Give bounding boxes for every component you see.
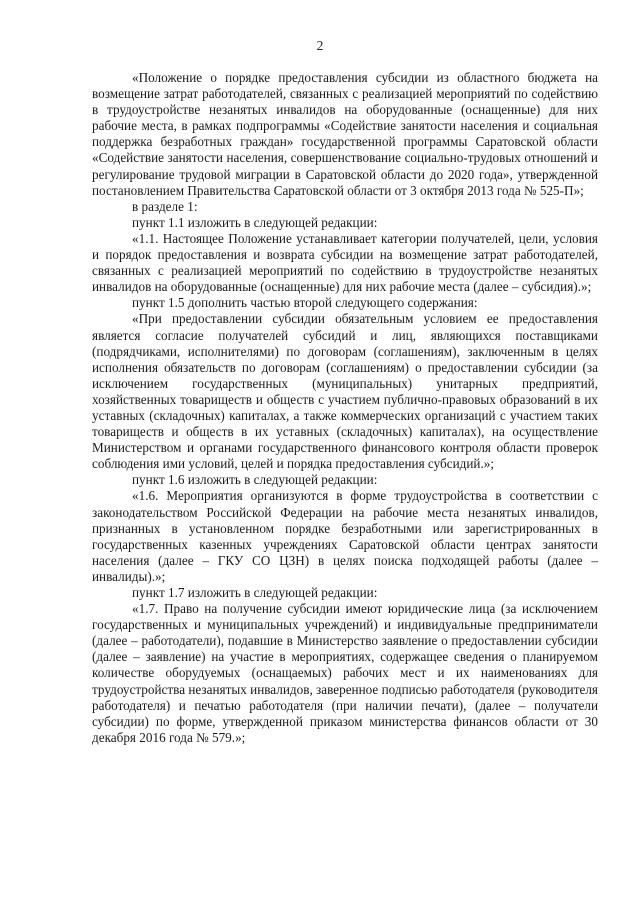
paragraph-item-1-1-text: «1.1. Настоящее Положение устанавливает категории получателей, цели, условия и порядок предоставления и возврата субсидии на возмещение затрат работодателей, связанных с реализацией мероприятий по содействию в трудоустройстве незанятых инвалидов на оборудованные (оснащенные) для них рабочие места (далее – субсидия).»; [92,230,598,295]
document-body [92,70,598,746]
paragraph-regulation-title: «Положение о порядке предоставления субсидии из областного бюджета на возмещение затрат работодателей, связанных с реализацией мероприятий по содействию в трудоустройстве незанятых инвалидов на оборудованные (оснащенные) для них рабочие места, в рамках подпрограммы «Содействие занятости населения и социальная поддержка безработных граждан» государственной программы Саратовской области «Содействие занятости населения, совершенствование социально-трудовых отношений и регулирование трудовой миграции в Саратовской области до 2020 года», утвержденной постановлением Правительства Саратовской области от 3 октября 2013 года № 525-П»; [92,70,598,198]
paragraph-item-1-5-text: «При предоставлении субсидии обязательным условием ее предоставления является согласие получателей субсидий и лиц, являющихся поставщиками (подрядчиками, исполнителями) по договорам (соглашениям), заключенным в целях исполнения обязательств по договорам (соглашениям) о предоставлении субсидии (за исключением государственных (муниципальных) унитарных предприятий, хозяйственных товариществ и обществ с участием публично-правовых образований в их уставных (складочных) капиталах, а также коммерческих организаций с участием таких товариществ и обществ в их уставных (складочных) капиталах), на осуществление Министерством и органами государственного финансового контроля области проверок соблюдения ими условий, целей и порядка предоставления субсидий.»; [92,311,598,472]
paragraph-item-1-7-instruction: пункт 1.7 изложить в следующей редакции: [132,585,378,600]
paragraph-section-1: в разделе 1: [132,198,198,214]
paragraph-item-1-5-instruction: пункт 1.5 дополнить частью второй следующего содержания: [132,295,478,311]
paragraph-item-1-7-text: «1.7. Право на получение субсидии имеют юридические лица (за исключением государственных и муниципальных учреждений) и индивидуальные предприниматели (далее – работодатели), подавшие в Министерство заявление о предоставлении субсидии (далее – заявление) на участие в мероприятиях, содержащее сведения о планируемом количестве оборудуемых (оснащаемых) рабочих мест и их наименованиях для трудоустройства незанятых инвалидов, заверенное подписью работодателя (руководителя работодателя) и печатью работодателя (при наличии печати), (далее – получатели субсидии) по форме, утвержденной приказом министерства финансов области от 30 декабря 2016 года № 579.»; [92,601,598,745]
paragraph-item-1-1-instruction: пункт 1.1 изложить в следующей редакции: [132,214,378,230]
paragraph-item-1-6-text: «1.6. Мероприятия организуются в форме трудоустройства в соответствии с законодательством Российской Федерации на рабочие места незанятых инвалидов, признанных в установленном порядке безработными или зарегистрированных в государственных казенных учреждениях Саратовской области центрах занятости населения (далее – ГКУ СО ЦЗН) в целях поиска подходящей работы (далее – инвалиды).»; [92,488,598,584]
page-number: 2 [316,38,324,53]
paragraph-item-1-6-instruction: пункт 1.6 изложить в следующей редакции: [132,472,378,488]
